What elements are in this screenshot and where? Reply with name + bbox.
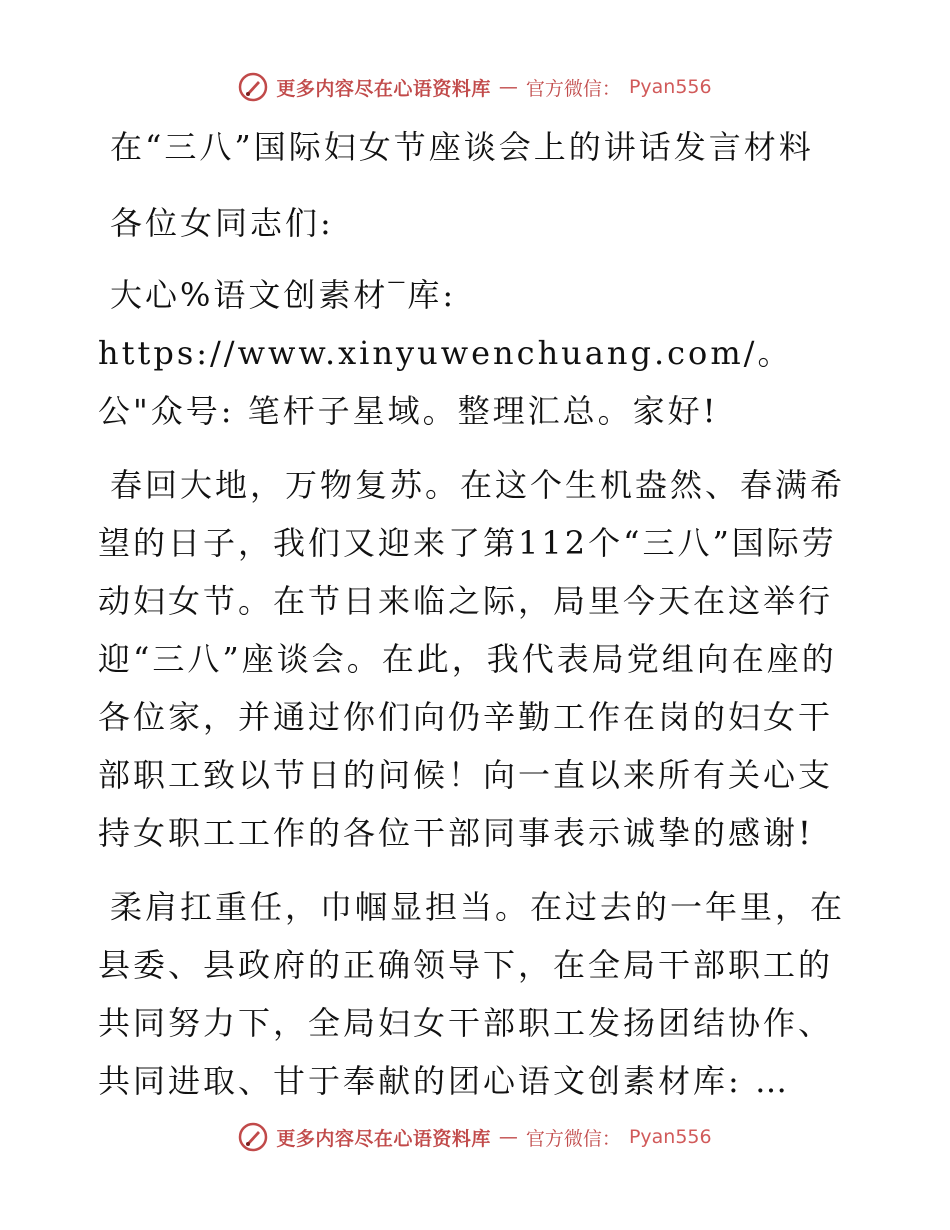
watermark-wechat-id: Pyan556 — [628, 76, 712, 98]
document-body — [98, 118, 858, 1126]
watermark-main-text: 更多内容尽在心语资料库 — [276, 77, 491, 100]
pen-circle-icon — [238, 72, 268, 102]
watermark-wechat-label: 官方微信： — [525, 77, 621, 100]
paragraph-2: 春回大地，万物复苏。在这个生机盎然、春满希望的日子，我们又迎来了第112个“三八”国际劳动妇女节。在节日来临之际，局里今天在这举行迎“三八”座谈会。在此，我代表局党组向在座的各位家，并通过你们向仍辛勤工作在岗的妇女干部职工致以节日的问候！向一直以来所有关心支持女职工工作的各位干部同事表示诚挚的感谢! — [98, 466, 846, 852]
watermark-header — [0, 72, 950, 102]
pen-circle-icon — [238, 1122, 268, 1152]
watermark-separator: — — [498, 1126, 518, 1148]
watermark-main-text: 更多内容尽在心语资料库 — [276, 1127, 491, 1150]
watermark-separator: — — [498, 76, 518, 98]
paragraph-1: 大心%语文创素材‾库: https://www.xinyuwenchuang.com/。公"众号: 笔杆子星域。整理汇总。家好! — [98, 276, 793, 430]
document-greeting: 各位女同志们: — [110, 204, 334, 242]
watermark-wechat-id: Pyan556 — [628, 1126, 712, 1148]
watermark-footer — [0, 1122, 950, 1152]
watermark-wechat-label: 官方微信： — [525, 1127, 621, 1150]
paragraph-3: 柔肩扛重任，巾帼显担当。在过去的一年里，在县委、县政府的正确领导下，在全局干部职工的共同努力下，全局妇女干部职工发扬团结协作、共同进取、甘于奉献的团心语文创素材库: … — [98, 888, 846, 1100]
document-title: 在“三八”国际妇女节座谈会上的讲话发言材料 — [110, 128, 814, 166]
